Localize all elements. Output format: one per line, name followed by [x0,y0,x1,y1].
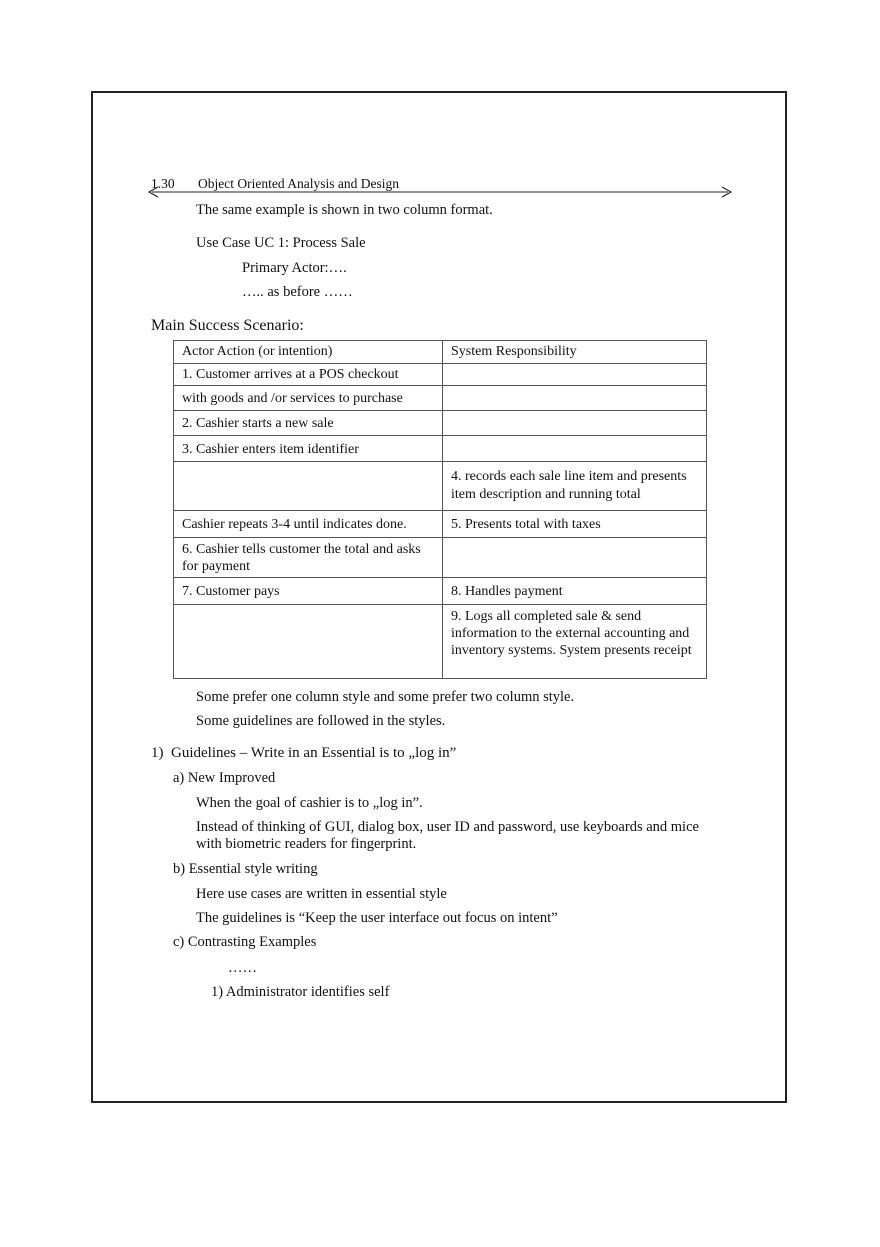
guidelines-number: 1) [151,745,164,761]
table-row [174,411,707,436]
guideline-c-item1: 1) Administrator identifies self [211,984,390,1000]
guideline-b-p2: The guidelines is “Keep the user interface out focus on intent” [196,910,558,926]
table-row [174,578,707,605]
system-cell: 5. Presents total with taxes [443,511,707,538]
table-row [174,538,707,578]
header-double-arrow [146,185,734,199]
after-table-line2: Some guidelines are followed in the styles. [196,713,446,729]
actor-cell: 7. Customer pays [174,578,443,605]
column-header-actor: Actor Action (or intention) [174,341,443,364]
guideline-c-label: c) Contrasting Examples [173,934,317,950]
primary-actor: Primary Actor:…. [242,260,347,276]
actor-cell: Cashier repeats 3-4 until indicates done. [174,511,443,538]
system-cell [443,411,707,436]
system-cell [443,386,707,411]
table-row [174,364,707,386]
system-cell [443,364,707,386]
system-cell [443,436,707,462]
actor-cell [174,462,443,511]
guideline-b-label: b) Essential style writing [173,861,318,877]
table-row [174,436,707,462]
guideline-c-ellipsis: …… [228,960,257,976]
system-cell: 4. records each sale line item and presents item description and running total [443,462,707,511]
page-number: 1.30 [151,176,175,191]
table-row [174,511,707,538]
column-header-system: System Responsibility [443,341,707,364]
system-cell: 9. Logs all completed sale & send information to the external accounting and inventory systems. System presents receipt [443,605,707,679]
actor-cell: with goods and /or services to purchase [174,386,443,411]
table-row [174,605,707,679]
after-table-line1: Some prefer one column style and some prefer two column style. [196,689,575,705]
book-title: Object Oriented Analysis and Design [198,176,399,191]
system-cell: 8. Handles payment [443,578,707,605]
guideline-a-label: a) New Improved [173,770,276,786]
actor-cell: 1. Customer arrives at a POS checkout [174,364,443,386]
actor-cell: 3. Cashier enters item identifier [174,436,443,462]
actor-cell: 6. Cashier tells customer the total and asks for payment [174,538,443,578]
table-header-row [174,341,707,364]
actor-cell: 2. Cashier starts a new sale [174,411,443,436]
scenario-heading: Main Success Scenario: [151,317,304,334]
system-cell [443,538,707,578]
guidelines-title: Guidelines – Write in an Essential is to „log in” [171,745,457,761]
use-case-title: Use Case UC 1: Process Sale [196,235,366,251]
guideline-a-p2: Instead of thinking of GUI, dialog box, user ID and password, use keyboards and mice with biometric readers for fingerprint. [196,819,699,852]
guideline-b-p1: Here use cases are written in essential style [196,886,447,902]
table-row [174,462,707,511]
scenario-table [173,340,707,679]
as-before-text: ….. as before …… [242,284,353,300]
intro-text: The same example is shown in two column format. [196,202,493,218]
guideline-a-p1: When the goal of cashier is to „log in”. [196,795,423,811]
actor-cell [174,605,443,679]
table-row [174,386,707,411]
